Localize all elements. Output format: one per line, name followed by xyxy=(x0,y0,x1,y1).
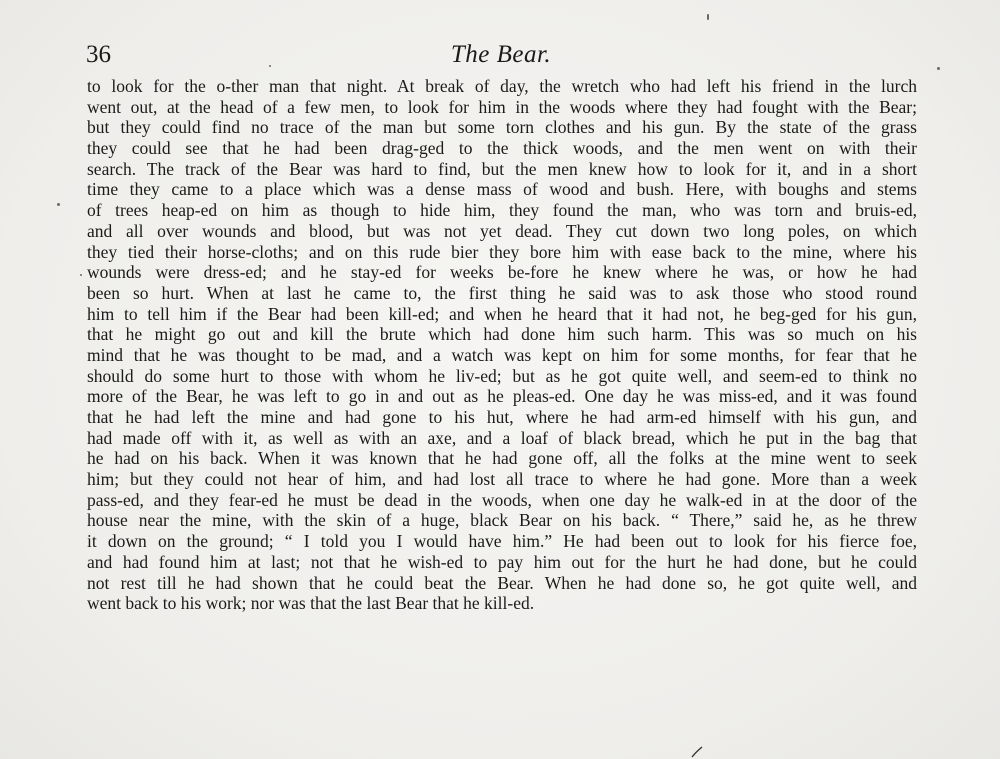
pencil-mark xyxy=(690,746,704,758)
text-line: he had on his back. When it was known that he had gone off, all the folks at the mine went to seek xyxy=(87,448,917,469)
text-line: house near the mine, with the skin of a huge, black Bear on his back. “ There,” said he, as he threw xyxy=(87,510,917,531)
text-line: time they came to a place which was a dense mass of wood and bush. Here, with boughs and stems xyxy=(87,179,917,200)
text-line: search. The track of the Bear was hard to find, but the men knew how to look for it, and in a short xyxy=(87,158,917,179)
text-line: had made off with it, as well as with an axe, and a loaf of black bread, which he put in the bag that xyxy=(87,427,917,448)
text-line: and had found him at last; not that he wish-ed to pay him out for the hurt he had done, but he could xyxy=(87,551,917,572)
paper-speck xyxy=(707,14,709,20)
text-line: him to tell him if the Bear had been kill-ed; and when he heard that it had not, he beg-ged for his gun, xyxy=(87,303,917,324)
text-line: of trees heap-ed on him as though to hide him, they found the man, who was torn and bruis-ed, xyxy=(87,200,917,221)
paper-speck xyxy=(80,274,82,276)
text-line: to look for the o-ther man that night. At break of day, the wretch who had left his friend in the lurch xyxy=(87,76,917,96)
running-title: The Bear. xyxy=(450,41,552,68)
page-header xyxy=(86,40,916,76)
text-line: him; but they could not hear of him, and had lost all trace to where he had gone. More than a week xyxy=(87,469,917,490)
text-line: should do some hurt to those with whom he liv-ed; but as he got quite well, and seem-ed to think no xyxy=(87,365,917,386)
text-line: they tied their horse-cloths; and on this rude bier they bore him with ease back to the mine, where his xyxy=(87,241,917,262)
text-line: wounds were dress-ed; and he stay-ed for weeks be-fore he knew where he was, or how he had xyxy=(87,262,917,283)
text-line: and all over wounds and blood, but was not yet dead. They cut down two long poles, on which xyxy=(87,220,917,241)
body-text xyxy=(87,76,917,614)
paper-speck xyxy=(937,67,940,70)
page-number: 36 xyxy=(86,41,111,68)
text-line: that he might go out and kill the brute which had done him such harm. This was so much on his xyxy=(87,324,917,345)
text-line: mind that he was thought to be mad, and a watch was kept on him for some months, for fear that he xyxy=(87,344,917,365)
text-line: not rest till he had shown that he could beat the Bear. When he had done so, he got quite well, and xyxy=(87,572,917,593)
text-line: but they could find no trace of the man but some torn clothes and his gun. By the state of the grass xyxy=(87,117,917,138)
text-line: it down on the ground; “ I told you I would have him.” He had been out to look for his fierce foe, xyxy=(87,531,917,552)
text-line: that he had left the mine and had gone to his hut, where he had arm-ed himself with his gun, and xyxy=(87,407,917,427)
text-line: been so hurt. When at last he came to, the first thing he said was to ask those who stood round xyxy=(87,282,917,303)
paper-speck xyxy=(269,65,271,67)
text-line: pass-ed, and they fear-ed he must be dead in the woods, when one day he walk-ed in at the door of the xyxy=(87,489,917,510)
paper-speck xyxy=(57,203,60,206)
text-line: they could see that he had been drag-ged to the thick woods, and the men went on with their xyxy=(87,138,917,159)
text-line: went back to his work; nor was that the last Bear that he kill-ed. xyxy=(87,593,535,614)
text-line: went out, at the head of a few men, to look for him in the woods where they had fought with the Bear; xyxy=(87,96,917,117)
text-line: more of the Bear, he was left to go in and out as he pleas-ed. One day he was miss-ed, and it was found xyxy=(87,386,917,407)
